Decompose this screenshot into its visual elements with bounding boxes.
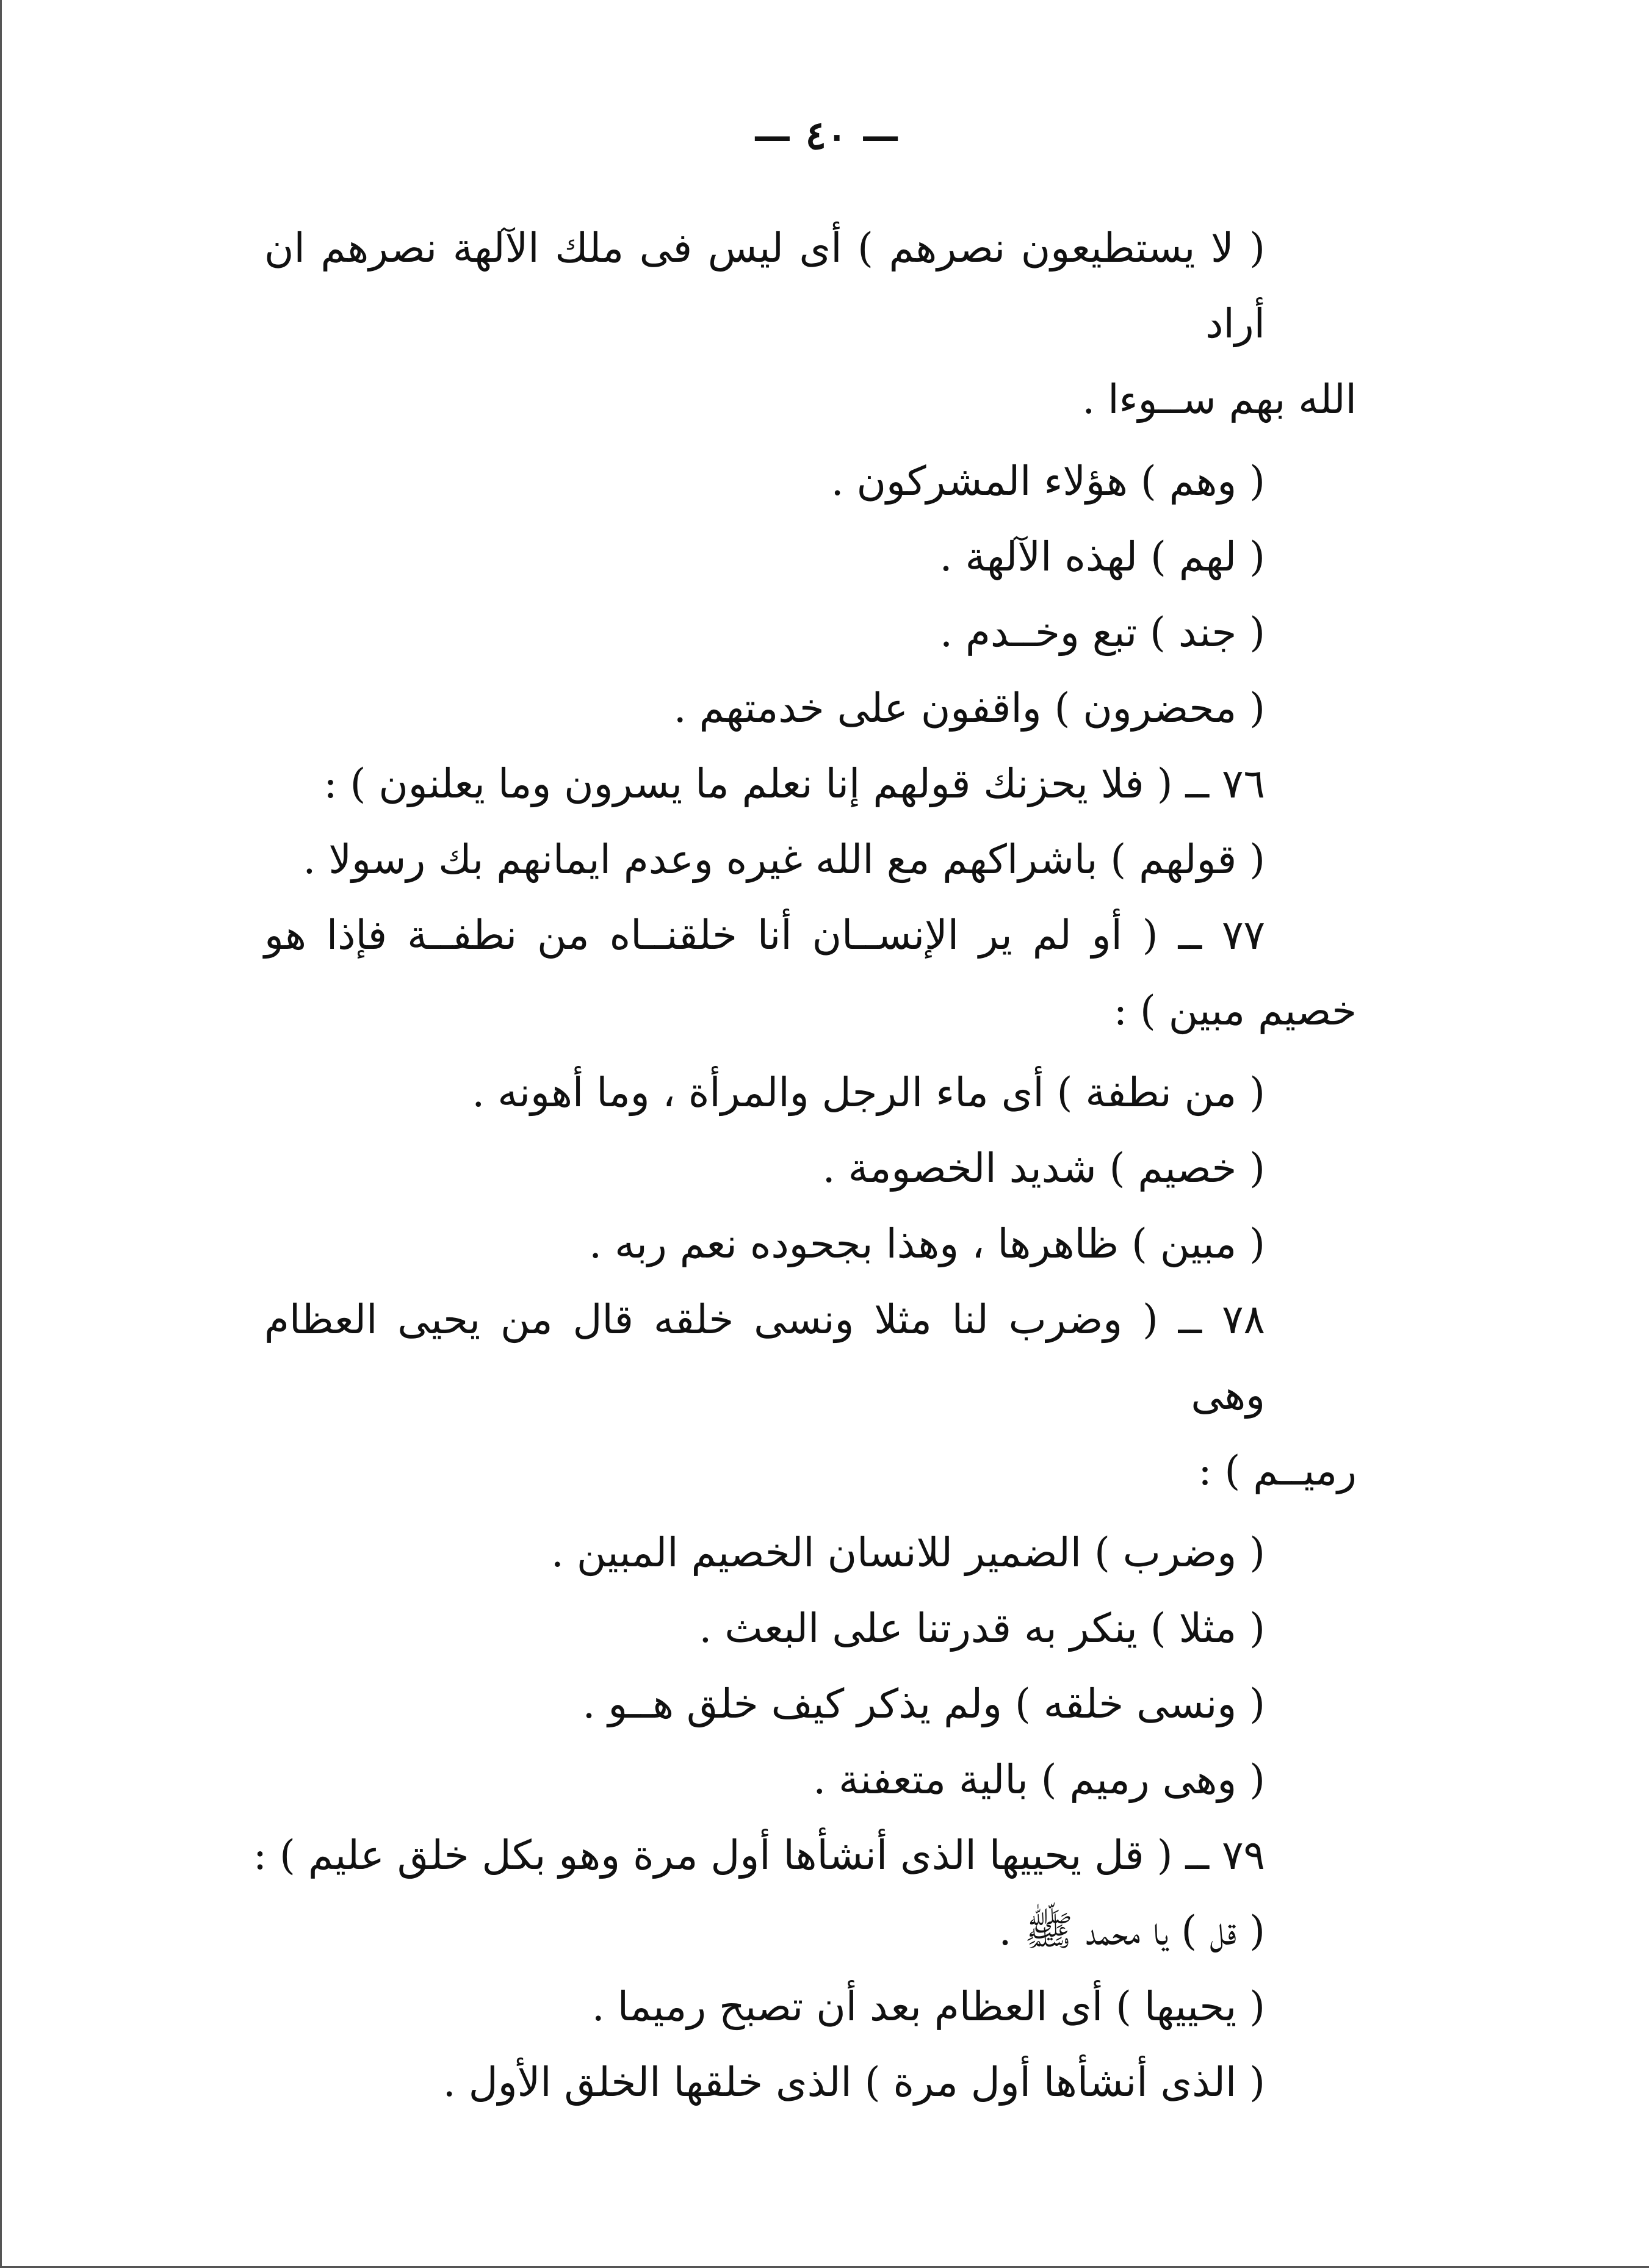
text-line: ( مثلا ) ينكر به قدرتنا على البعث .: [699, 1605, 1265, 1652]
text-line: ( مبين ) ظاهرها ، وهذا بجحوده نعم ربه .: [589, 1220, 1265, 1267]
text-line: ( وضرب ) الضمير للانسان الخصيم المبين .: [550, 1529, 1265, 1576]
text-line: ( من نطفة ) أى ماء الرجل والمرأة ، وما أهونه .: [472, 1069, 1265, 1116]
text-line: ٧٧ ــ ( أو لم ير الإنســان أنا خلقنــاه من نطفــة فإذا هو: [264, 912, 1265, 959]
text-line: ٧٩ ــ ( قل يحييها الذى أنشأها أول مرة وهو بكل خلق عليم ) :: [253, 1832, 1265, 1879]
text-line: خصيم مبين ) :: [1113, 987, 1357, 1034]
text-line: ( خصيم ) شديد الخصومة .: [822, 1145, 1265, 1192]
text-line: ( جند ) تبع وخــدم .: [940, 609, 1265, 656]
text-line: ( يحييها ) أى العظام بعد أن تصبح رميما .: [591, 1983, 1265, 2030]
text-line: ٧٦ ــ ( فلا يحزنك قولهم إنا نعلم ما يسرون وما يعلنون ) :: [323, 760, 1265, 807]
text-line: ( محضرون ) واقفون على خدمتهم .: [673, 685, 1265, 732]
text-line: ( لهم ) لهذه الآلهة .: [939, 533, 1265, 580]
commentary-text: [253, 211, 1357, 2120]
text-line: ٧٨ ــ ( وضرب لنا مثلا ونسى خلقه قال من يحيى العظام وهى: [264, 1296, 1265, 1419]
text-line: الله بهم ســوءا .: [1082, 376, 1357, 423]
page-number: — ٤٠ —: [752, 113, 900, 159]
text-line: ( قولهم ) باشراكهم مع الله غيره وعدم ايمانهم بك رسولا .: [303, 836, 1265, 883]
text-line: ( لا يستطيعون نصرهم ) أى ليس فى ملك الآلهة نصرهم ان أراد: [264, 225, 1265, 347]
text-line: ( وهى رميم ) بالية متعفنة .: [813, 1756, 1265, 1803]
text-line: ( وهم ) هؤلاء المشركون .: [831, 458, 1265, 505]
text-line: ( الذى أنشأها أول مرة ) الذى خلقها الخلق الأول .: [442, 2059, 1265, 2106]
text-line: رميــم ) :: [1198, 1447, 1357, 1494]
text-line: ( قل ) يا محمد ﷺ .: [998, 1907, 1265, 1954]
text-line: ( ونسى خلقه ) ولم يذكر كيف خلق هــو .: [582, 1680, 1265, 1727]
